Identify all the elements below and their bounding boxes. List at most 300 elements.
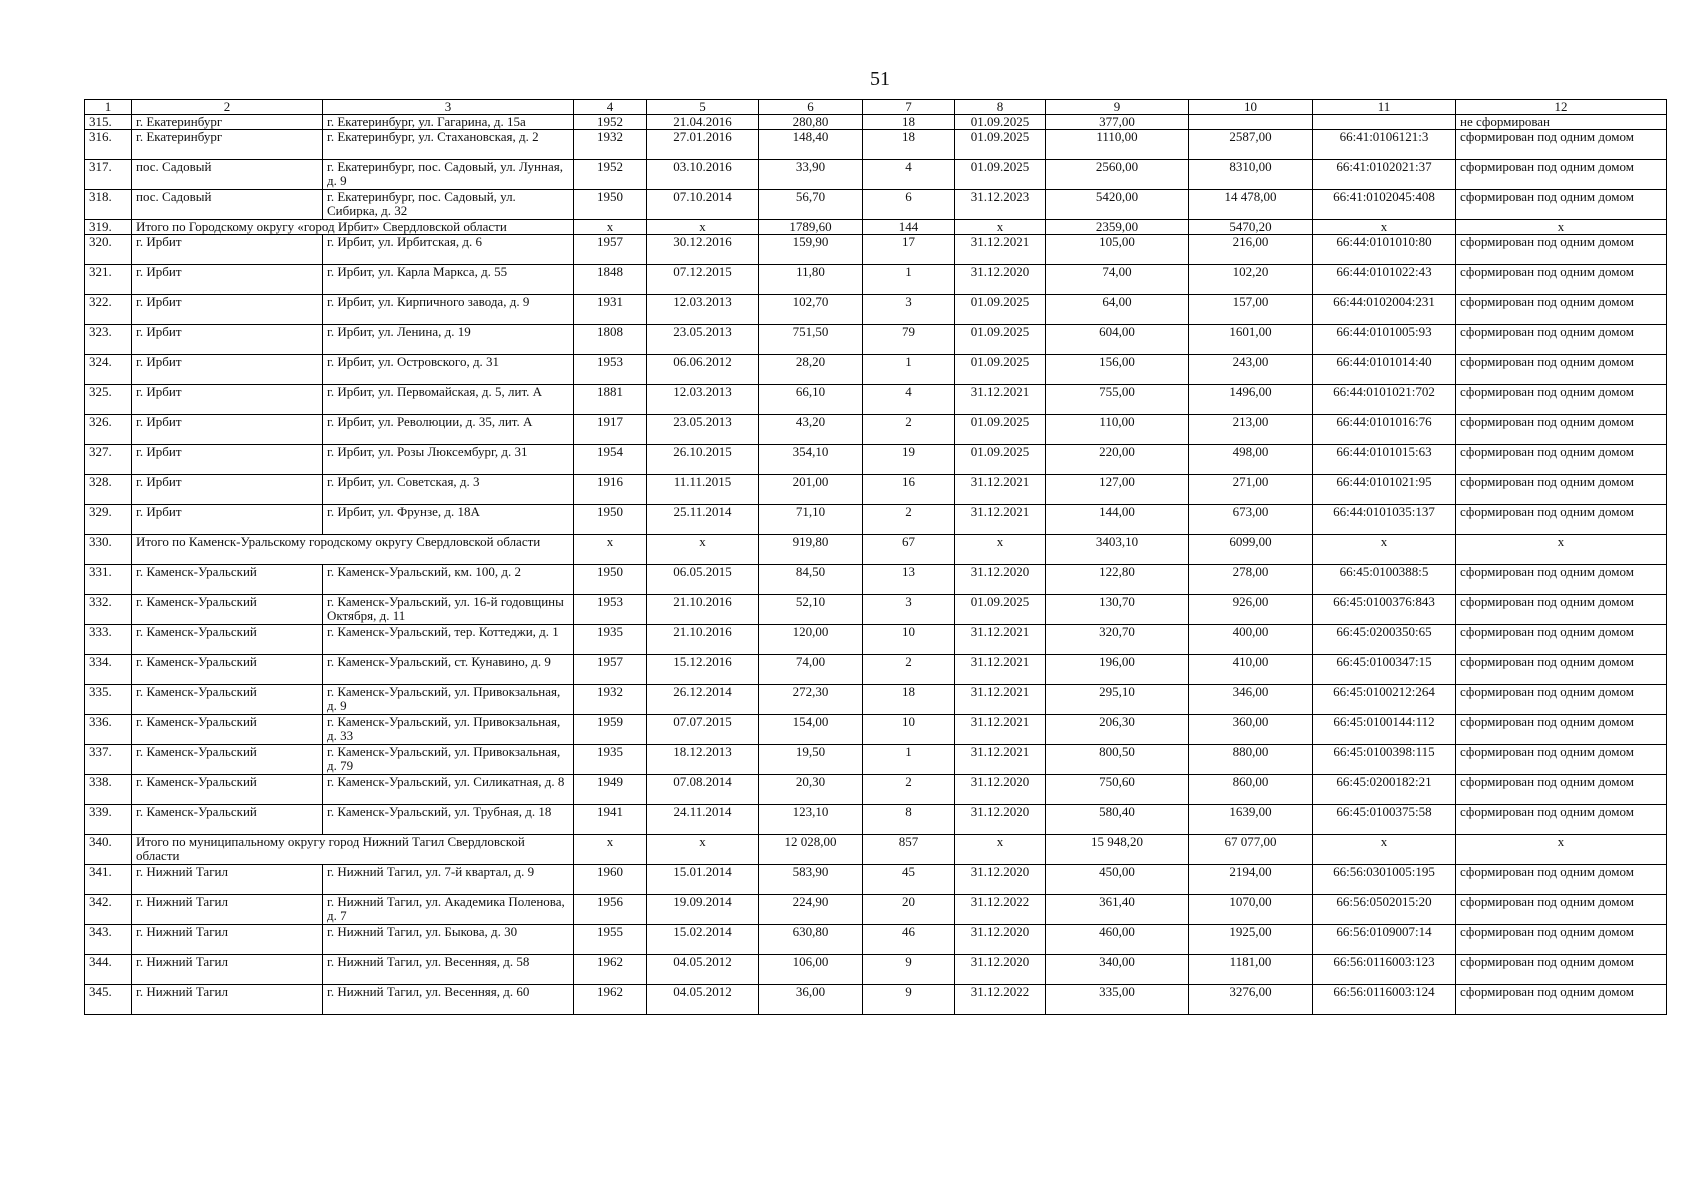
date-cell: 21.10.2016 bbox=[647, 595, 759, 625]
table-row bbox=[85, 625, 1667, 655]
locality-cell: г. Нижний Тагил bbox=[132, 985, 323, 1015]
column-10-cell: 1639,00 bbox=[1189, 805, 1313, 835]
column-10-cell: 216,00 bbox=[1189, 235, 1313, 265]
year-cell: 1941 bbox=[574, 805, 647, 835]
cadastral-number-cell: 66:44:0102004:231 bbox=[1313, 295, 1456, 325]
column-header: 3 bbox=[323, 100, 574, 115]
column-10-cell: 2194,00 bbox=[1189, 865, 1313, 895]
column-9-cell: 122,80 bbox=[1046, 565, 1189, 595]
address-cell: г. Екатеринбург, ул. Стахановская, д. 2 bbox=[323, 130, 574, 160]
cadastral-number-cell: 66:44:0101016:76 bbox=[1313, 415, 1456, 445]
locality-cell: г. Нижний Тагил bbox=[132, 955, 323, 985]
column-9-cell: 2560,00 bbox=[1046, 160, 1189, 190]
row-number-cell: 330. bbox=[85, 535, 132, 565]
column-9-cell: 320,70 bbox=[1046, 625, 1189, 655]
deadline-cell: 31.12.2021 bbox=[955, 655, 1046, 685]
locality-cell: г. Каменск-Уральский bbox=[132, 745, 323, 775]
column-header: 6 bbox=[759, 100, 863, 115]
status-cell: х bbox=[1456, 835, 1667, 865]
address-cell: г. Каменск-Уральский, тер. Коттеджи, д. 1 bbox=[323, 625, 574, 655]
date-cell: х bbox=[647, 220, 759, 235]
year-cell: 1955 bbox=[574, 925, 647, 955]
deadline-cell: 31.12.2020 bbox=[955, 955, 1046, 985]
column-10-cell: 3276,00 bbox=[1189, 985, 1313, 1015]
column-9-cell: 196,00 bbox=[1046, 655, 1189, 685]
year-cell: 1931 bbox=[574, 295, 647, 325]
table-row bbox=[85, 385, 1667, 415]
column-9-cell: 3403,10 bbox=[1046, 535, 1189, 565]
row-number-cell: 333. bbox=[85, 625, 132, 655]
area-cell: 919,80 bbox=[759, 535, 863, 565]
status-cell: сформирован под одним домом bbox=[1456, 595, 1667, 625]
locality-cell: г. Каменск-Уральский bbox=[132, 625, 323, 655]
date-cell: 15.12.2016 bbox=[647, 655, 759, 685]
row-number-cell: 320. bbox=[85, 235, 132, 265]
deadline-cell: 31.12.2023 bbox=[955, 190, 1046, 220]
cadastral-number-cell: х bbox=[1313, 220, 1456, 235]
row-number-cell: 324. bbox=[85, 355, 132, 385]
deadline-cell: 31.12.2020 bbox=[955, 565, 1046, 595]
status-cell: сформирован под одним домом bbox=[1456, 385, 1667, 415]
date-cell: 15.01.2014 bbox=[647, 865, 759, 895]
total-label-cell: Итого по Городскому округу «город Ирбит» Свердловской области bbox=[132, 220, 574, 235]
area-cell: 33,90 bbox=[759, 160, 863, 190]
date-cell: 07.12.2015 bbox=[647, 265, 759, 295]
date-cell: 21.04.2016 bbox=[647, 115, 759, 130]
residents-cell: 17 bbox=[863, 235, 955, 265]
locality-cell: г. Ирбит bbox=[132, 325, 323, 355]
date-cell: 06.06.2012 bbox=[647, 355, 759, 385]
residents-cell: 1 bbox=[863, 355, 955, 385]
residents-cell: 9 bbox=[863, 985, 955, 1015]
column-header: 10 bbox=[1189, 100, 1313, 115]
column-10-cell: 14 478,00 bbox=[1189, 190, 1313, 220]
year-cell: 1960 bbox=[574, 865, 647, 895]
area-cell: 56,70 bbox=[759, 190, 863, 220]
deadline-cell: х bbox=[955, 835, 1046, 865]
column-9-cell: 1110,00 bbox=[1046, 130, 1189, 160]
cadastral-number-cell bbox=[1313, 115, 1456, 130]
status-cell: сформирован под одним домом bbox=[1456, 475, 1667, 505]
cadastral-number-cell: 66:56:0502015:20 bbox=[1313, 895, 1456, 925]
address-cell: г. Каменск-Уральский, ул. 16-й годовщины Октября, д. 11 bbox=[323, 595, 574, 625]
year-cell: 1954 bbox=[574, 445, 647, 475]
deadline-cell: х bbox=[955, 220, 1046, 235]
year-cell: 1932 bbox=[574, 130, 647, 160]
date-cell: 11.11.2015 bbox=[647, 475, 759, 505]
residents-cell: 144 bbox=[863, 220, 955, 235]
deadline-cell: 31.12.2022 bbox=[955, 985, 1046, 1015]
locality-cell: г. Екатеринбург bbox=[132, 115, 323, 130]
cadastral-number-cell: 66:44:0101015:63 bbox=[1313, 445, 1456, 475]
residents-cell: 4 bbox=[863, 385, 955, 415]
deadline-cell: 31.12.2021 bbox=[955, 715, 1046, 745]
row-number-cell: 327. bbox=[85, 445, 132, 475]
table-row bbox=[85, 745, 1667, 775]
cadastral-number-cell: 66:41:0106121:3 bbox=[1313, 130, 1456, 160]
locality-cell: г. Каменск-Уральский bbox=[132, 655, 323, 685]
status-cell: сформирован под одним домом bbox=[1456, 235, 1667, 265]
status-cell: сформирован под одним домом bbox=[1456, 655, 1667, 685]
table-row bbox=[85, 130, 1667, 160]
row-number-cell: 315. bbox=[85, 115, 132, 130]
locality-cell: г. Ирбит bbox=[132, 415, 323, 445]
cadastral-number-cell: 66:45:0100347:15 bbox=[1313, 655, 1456, 685]
table-row bbox=[85, 235, 1667, 265]
column-10-cell bbox=[1189, 115, 1313, 130]
status-cell: сформирован под одним домом bbox=[1456, 355, 1667, 385]
area-cell: 583,90 bbox=[759, 865, 863, 895]
year-cell: х bbox=[574, 835, 647, 865]
residents-cell: 857 bbox=[863, 835, 955, 865]
locality-cell: г. Ирбит bbox=[132, 235, 323, 265]
column-9-cell: 335,00 bbox=[1046, 985, 1189, 1015]
column-9-cell: 64,00 bbox=[1046, 295, 1189, 325]
column-10-cell: 360,00 bbox=[1189, 715, 1313, 745]
locality-cell: г. Ирбит bbox=[132, 265, 323, 295]
row-number-cell: 340. bbox=[85, 835, 132, 865]
year-cell: 1950 bbox=[574, 565, 647, 595]
locality-cell: г. Каменск-Уральский bbox=[132, 805, 323, 835]
address-cell: г. Каменск-Уральский, км. 100, д. 2 bbox=[323, 565, 574, 595]
locality-cell: г. Ирбит bbox=[132, 385, 323, 415]
column-10-cell: 400,00 bbox=[1189, 625, 1313, 655]
locality-cell: пос. Садовый bbox=[132, 190, 323, 220]
area-cell: 20,30 bbox=[759, 775, 863, 805]
row-number-cell: 332. bbox=[85, 595, 132, 625]
address-cell: г. Каменск-Уральский, ул. Привокзальная, д. 33 bbox=[323, 715, 574, 745]
row-number-cell: 343. bbox=[85, 925, 132, 955]
deadline-cell: 31.12.2021 bbox=[955, 235, 1046, 265]
address-cell: г. Нижний Тагил, ул. Весенняя, д. 58 bbox=[323, 955, 574, 985]
column-9-cell: 206,30 bbox=[1046, 715, 1189, 745]
year-cell: 1962 bbox=[574, 985, 647, 1015]
table-row bbox=[85, 865, 1667, 895]
locality-cell: г. Ирбит bbox=[132, 505, 323, 535]
table-row bbox=[85, 565, 1667, 595]
address-cell: г. Нижний Тагил, ул. Академика Поленова, д. 7 bbox=[323, 895, 574, 925]
residents-cell: 18 bbox=[863, 115, 955, 130]
residents-cell: 2 bbox=[863, 775, 955, 805]
date-cell: 19.09.2014 bbox=[647, 895, 759, 925]
column-header: 2 bbox=[132, 100, 323, 115]
column-header: 7 bbox=[863, 100, 955, 115]
table-row bbox=[85, 595, 1667, 625]
cadastral-number-cell: 66:56:0116003:124 bbox=[1313, 985, 1456, 1015]
column-10-cell: 880,00 bbox=[1189, 745, 1313, 775]
deadline-cell: 31.12.2021 bbox=[955, 685, 1046, 715]
address-cell: г. Нижний Тагил, ул. Быкова, д. 30 bbox=[323, 925, 574, 955]
column-10-cell: 860,00 bbox=[1189, 775, 1313, 805]
column-10-cell: 157,00 bbox=[1189, 295, 1313, 325]
residents-cell: 8 bbox=[863, 805, 955, 835]
area-cell: 11,80 bbox=[759, 265, 863, 295]
date-cell: 15.02.2014 bbox=[647, 925, 759, 955]
address-cell: г. Каменск-Уральский, ул. Трубная, д. 18 bbox=[323, 805, 574, 835]
column-9-cell: 105,00 bbox=[1046, 235, 1189, 265]
area-cell: 159,90 bbox=[759, 235, 863, 265]
status-cell: сформирован под одним домом bbox=[1456, 745, 1667, 775]
row-number-cell: 345. bbox=[85, 985, 132, 1015]
column-10-cell: 1070,00 bbox=[1189, 895, 1313, 925]
column-9-cell: 800,50 bbox=[1046, 745, 1189, 775]
address-cell: г. Нижний Тагил, ул. 7-й квартал, д. 9 bbox=[323, 865, 574, 895]
year-cell: 1917 bbox=[574, 415, 647, 445]
residents-cell: 3 bbox=[863, 595, 955, 625]
date-cell: 12.03.2013 bbox=[647, 385, 759, 415]
cadastral-number-cell: 66:45:0100212:264 bbox=[1313, 685, 1456, 715]
deadline-cell: 01.09.2025 bbox=[955, 445, 1046, 475]
column-9-cell: 460,00 bbox=[1046, 925, 1189, 955]
status-cell: сформирован под одним домом bbox=[1456, 775, 1667, 805]
year-cell: 1957 bbox=[574, 655, 647, 685]
table-row bbox=[85, 355, 1667, 385]
status-cell: сформирован под одним домом bbox=[1456, 685, 1667, 715]
area-cell: 52,10 bbox=[759, 595, 863, 625]
address-cell: г. Ирбит, ул. Советская, д. 3 bbox=[323, 475, 574, 505]
table-row bbox=[85, 415, 1667, 445]
deadline-cell: 31.12.2020 bbox=[955, 265, 1046, 295]
column-10-cell: 926,00 bbox=[1189, 595, 1313, 625]
column-10-cell: 271,00 bbox=[1189, 475, 1313, 505]
row-number-cell: 319. bbox=[85, 220, 132, 235]
row-number-cell: 339. bbox=[85, 805, 132, 835]
address-cell: г. Ирбит, ул. Кирпичного завода, д. 9 bbox=[323, 295, 574, 325]
address-cell: г. Нижний Тагил, ул. Весенняя, д. 60 bbox=[323, 985, 574, 1015]
row-number-cell: 322. bbox=[85, 295, 132, 325]
area-cell: 36,00 bbox=[759, 985, 863, 1015]
year-cell: 1848 bbox=[574, 265, 647, 295]
column-9-cell: 110,00 bbox=[1046, 415, 1189, 445]
address-cell: г. Каменск-Уральский, ул. Привокзальная, д. 79 bbox=[323, 745, 574, 775]
cadastral-number-cell: 66:45:0100144:112 bbox=[1313, 715, 1456, 745]
registry-table bbox=[84, 99, 1667, 1015]
column-10-cell: 6099,00 bbox=[1189, 535, 1313, 565]
address-cell: г. Екатеринбург, пос. Садовый, ул. Лунная, д. 9 bbox=[323, 160, 574, 190]
total-row bbox=[85, 535, 1667, 565]
status-cell: сформирован под одним домом bbox=[1456, 985, 1667, 1015]
area-cell: 66,10 bbox=[759, 385, 863, 415]
locality-cell: г. Каменск-Уральский bbox=[132, 775, 323, 805]
table-row bbox=[85, 895, 1667, 925]
column-9-cell: 74,00 bbox=[1046, 265, 1189, 295]
column-header: 11 bbox=[1313, 100, 1456, 115]
row-number-cell: 321. bbox=[85, 265, 132, 295]
column-number-header-row bbox=[85, 100, 1667, 115]
cadastral-number-cell: х bbox=[1313, 535, 1456, 565]
column-9-cell: 156,00 bbox=[1046, 355, 1189, 385]
residents-cell: 10 bbox=[863, 715, 955, 745]
date-cell: 25.11.2014 bbox=[647, 505, 759, 535]
row-number-cell: 342. bbox=[85, 895, 132, 925]
column-9-cell: 295,10 bbox=[1046, 685, 1189, 715]
row-number-cell: 336. bbox=[85, 715, 132, 745]
area-cell: 84,50 bbox=[759, 565, 863, 595]
locality-cell: г. Каменск-Уральский bbox=[132, 715, 323, 745]
cadastral-number-cell: 66:45:0200350:65 bbox=[1313, 625, 1456, 655]
year-cell: 1962 bbox=[574, 955, 647, 985]
column-10-cell: 673,00 bbox=[1189, 505, 1313, 535]
locality-cell: г. Нижний Тагил bbox=[132, 895, 323, 925]
date-cell: 03.10.2016 bbox=[647, 160, 759, 190]
column-10-cell: 243,00 bbox=[1189, 355, 1313, 385]
cadastral-number-cell: х bbox=[1313, 835, 1456, 865]
row-number-cell: 316. bbox=[85, 130, 132, 160]
cadastral-number-cell: 66:44:0101021:702 bbox=[1313, 385, 1456, 415]
date-cell: 26.10.2015 bbox=[647, 445, 759, 475]
row-number-cell: 341. bbox=[85, 865, 132, 895]
residents-cell: 45 bbox=[863, 865, 955, 895]
column-header: 1 bbox=[85, 100, 132, 115]
status-cell: сформирован под одним домом bbox=[1456, 265, 1667, 295]
year-cell: 1952 bbox=[574, 115, 647, 130]
year-cell: 1950 bbox=[574, 505, 647, 535]
status-cell: сформирован под одним домом bbox=[1456, 415, 1667, 445]
cadastral-number-cell: 66:45:0200182:21 bbox=[1313, 775, 1456, 805]
status-cell: сформирован под одним домом bbox=[1456, 955, 1667, 985]
year-cell: 1808 bbox=[574, 325, 647, 355]
year-cell: 1935 bbox=[574, 745, 647, 775]
deadline-cell: 01.09.2025 bbox=[955, 325, 1046, 355]
table-row bbox=[85, 325, 1667, 355]
year-cell: 1881 bbox=[574, 385, 647, 415]
date-cell: 04.05.2012 bbox=[647, 985, 759, 1015]
address-cell: г. Ирбит, ул. Фрунзе, д. 18А bbox=[323, 505, 574, 535]
residents-cell: 16 bbox=[863, 475, 955, 505]
cadastral-number-cell: 66:41:0102021:37 bbox=[1313, 160, 1456, 190]
status-cell: сформирован под одним домом bbox=[1456, 295, 1667, 325]
row-number-cell: 337. bbox=[85, 745, 132, 775]
address-cell: г. Каменск-Уральский, ул. Привокзальная, д. 9 bbox=[323, 685, 574, 715]
status-cell: не сформирован bbox=[1456, 115, 1667, 130]
address-cell: г. Екатеринбург, пос. Садовый, ул. Сибирка, д. 32 bbox=[323, 190, 574, 220]
deadline-cell: 31.12.2022 bbox=[955, 895, 1046, 925]
status-cell: сформирован под одним домом bbox=[1456, 805, 1667, 835]
column-10-cell: 278,00 bbox=[1189, 565, 1313, 595]
locality-cell: г. Ирбит bbox=[132, 475, 323, 505]
deadline-cell: 31.12.2021 bbox=[955, 385, 1046, 415]
address-cell: г. Каменск-Уральский, ул. Силикатная, д. 8 bbox=[323, 775, 574, 805]
row-number-cell: 329. bbox=[85, 505, 132, 535]
residents-cell: 79 bbox=[863, 325, 955, 355]
row-number-cell: 318. bbox=[85, 190, 132, 220]
status-cell: сформирован под одним домом bbox=[1456, 715, 1667, 745]
table-row bbox=[85, 505, 1667, 535]
column-9-cell: 580,40 bbox=[1046, 805, 1189, 835]
column-9-cell: 755,00 bbox=[1046, 385, 1189, 415]
date-cell: 24.11.2014 bbox=[647, 805, 759, 835]
column-header: 8 bbox=[955, 100, 1046, 115]
cadastral-number-cell: 66:45:0100388:5 bbox=[1313, 565, 1456, 595]
column-9-cell: 220,00 bbox=[1046, 445, 1189, 475]
area-cell: 19,50 bbox=[759, 745, 863, 775]
status-cell: сформирован под одним домом bbox=[1456, 925, 1667, 955]
cadastral-number-cell: 66:44:0101021:95 bbox=[1313, 475, 1456, 505]
total-label-cell: Итого по Каменск-Уральскому городскому округу Свердловской области bbox=[132, 535, 574, 565]
table-row bbox=[85, 190, 1667, 220]
row-number-cell: 334. bbox=[85, 655, 132, 685]
locality-cell: г. Екатеринбург bbox=[132, 130, 323, 160]
area-cell: 280,80 bbox=[759, 115, 863, 130]
area-cell: 123,10 bbox=[759, 805, 863, 835]
status-cell: сформирован под одним домом bbox=[1456, 565, 1667, 595]
status-cell: сформирован под одним домом bbox=[1456, 190, 1667, 220]
deadline-cell: 31.12.2020 bbox=[955, 775, 1046, 805]
column-9-cell: 361,40 bbox=[1046, 895, 1189, 925]
column-9-cell: 130,70 bbox=[1046, 595, 1189, 625]
date-cell: х bbox=[647, 535, 759, 565]
cadastral-number-cell: 66:44:0101005:93 bbox=[1313, 325, 1456, 355]
deadline-cell: 01.09.2025 bbox=[955, 130, 1046, 160]
row-number-cell: 323. bbox=[85, 325, 132, 355]
column-10-cell: 2587,00 bbox=[1189, 130, 1313, 160]
status-cell: сформирован под одним домом bbox=[1456, 895, 1667, 925]
area-cell: 12 028,00 bbox=[759, 835, 863, 865]
area-cell: 43,20 bbox=[759, 415, 863, 445]
locality-cell: г. Каменск-Уральский bbox=[132, 685, 323, 715]
status-cell: сформирован под одним домом bbox=[1456, 445, 1667, 475]
area-cell: 102,70 bbox=[759, 295, 863, 325]
cadastral-number-cell: 66:44:0101035:137 bbox=[1313, 505, 1456, 535]
year-cell: 1949 bbox=[574, 775, 647, 805]
locality-cell: г. Ирбит bbox=[132, 445, 323, 475]
date-cell: 06.05.2015 bbox=[647, 565, 759, 595]
deadline-cell: 01.09.2025 bbox=[955, 115, 1046, 130]
year-cell: 1950 bbox=[574, 190, 647, 220]
table-row bbox=[85, 445, 1667, 475]
area-cell: 354,10 bbox=[759, 445, 863, 475]
table-row bbox=[85, 715, 1667, 745]
total-label-cell: Итого по муниципальному округу город Нижний Тагил Свердловской области bbox=[132, 835, 574, 865]
year-cell: 1916 bbox=[574, 475, 647, 505]
address-cell: г. Ирбит, ул. Карла Маркса, д. 55 bbox=[323, 265, 574, 295]
deadline-cell: 31.12.2021 bbox=[955, 745, 1046, 775]
year-cell: 1935 bbox=[574, 625, 647, 655]
residents-cell: 18 bbox=[863, 130, 955, 160]
year-cell: 1952 bbox=[574, 160, 647, 190]
locality-cell: г. Нижний Тагил bbox=[132, 925, 323, 955]
address-cell: г. Ирбит, ул. Ирбитская, д. 6 bbox=[323, 235, 574, 265]
row-number-cell: 328. bbox=[85, 475, 132, 505]
cadastral-number-cell: 66:44:0101014:40 bbox=[1313, 355, 1456, 385]
deadline-cell: 31.12.2020 bbox=[955, 865, 1046, 895]
status-cell: сформирован под одним домом bbox=[1456, 160, 1667, 190]
deadline-cell: 31.12.2020 bbox=[955, 805, 1046, 835]
column-9-cell: 604,00 bbox=[1046, 325, 1189, 355]
year-cell: 1959 bbox=[574, 715, 647, 745]
table-row bbox=[85, 115, 1667, 130]
table-row bbox=[85, 295, 1667, 325]
residents-cell: 10 bbox=[863, 625, 955, 655]
area-cell: 224,90 bbox=[759, 895, 863, 925]
table-row bbox=[85, 925, 1667, 955]
date-cell: х bbox=[647, 835, 759, 865]
row-number-cell: 317. bbox=[85, 160, 132, 190]
deadline-cell: 31.12.2021 bbox=[955, 505, 1046, 535]
row-number-cell: 344. bbox=[85, 955, 132, 985]
date-cell: 21.10.2016 bbox=[647, 625, 759, 655]
status-cell: х bbox=[1456, 535, 1667, 565]
column-9-cell: 15 948,20 bbox=[1046, 835, 1189, 865]
status-cell: сформирован под одним домом bbox=[1456, 505, 1667, 535]
deadline-cell: х bbox=[955, 535, 1046, 565]
residents-cell: 67 bbox=[863, 535, 955, 565]
locality-cell: г. Нижний Тагил bbox=[132, 865, 323, 895]
residents-cell: 20 bbox=[863, 895, 955, 925]
deadline-cell: 31.12.2020 bbox=[955, 925, 1046, 955]
locality-cell: г. Каменск-Уральский bbox=[132, 565, 323, 595]
residents-cell: 2 bbox=[863, 655, 955, 685]
